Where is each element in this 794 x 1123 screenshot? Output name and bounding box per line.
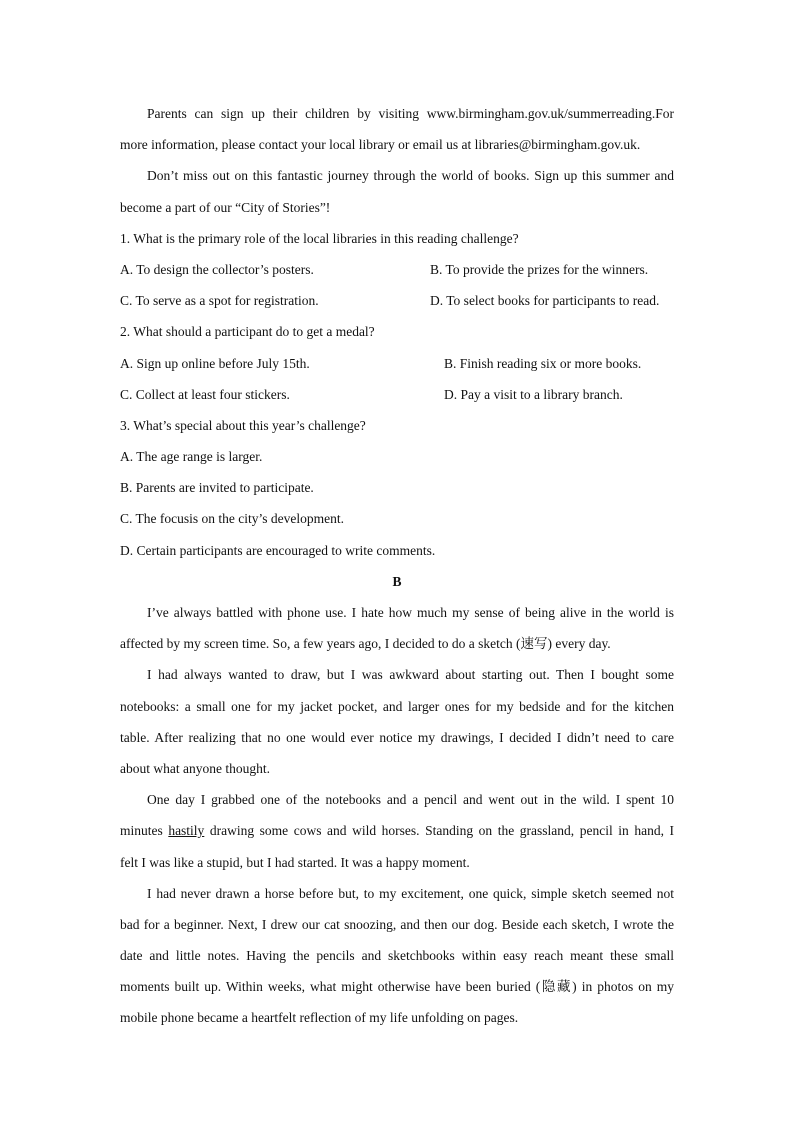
underlined-word: hastily bbox=[168, 823, 205, 839]
question-2-option-d: D. Pay a visit to a library branch. bbox=[444, 386, 623, 402]
paragraph-line: Don’t miss out on this fantastic journey through the world of books. Sign up this summer and bbox=[147, 168, 674, 184]
paragraph-line: I had never drawn a horse before but, to my excitement, one quick, simple sketch seemed not bbox=[147, 885, 674, 901]
question-2-options-row-1 bbox=[120, 348, 674, 379]
question-3-stem: 3. What’s special about this year’s challenge? bbox=[120, 417, 366, 433]
question-1-option-b: B. To provide the prizes for the winners. bbox=[430, 261, 649, 277]
paragraph-line: table. After realizing that no one would ever notice my drawings, I decided I didn’t need to care bbox=[120, 729, 674, 745]
paragraph-line: about what anyone thought. bbox=[120, 760, 270, 776]
question-2-option-b: B. Finish reading six or more books. bbox=[444, 355, 642, 371]
question-1-option-c: C. To serve as a spot for registration. bbox=[120, 293, 319, 309]
question-2-option-c: C. Collect at least four stickers. bbox=[120, 386, 290, 402]
question-2-options-row-2 bbox=[120, 379, 674, 410]
question-1-options-row-2 bbox=[120, 285, 674, 316]
paragraph-line: more information, please contact your local library or email us at libraries@birmingham.gov.uk. bbox=[120, 137, 641, 153]
paragraph-line bbox=[120, 815, 674, 846]
question-1-option-a: A. To design the collector’s posters. bbox=[120, 261, 314, 277]
section-heading: B bbox=[392, 573, 402, 589]
paragraph-line: I had always wanted to draw, but I was awkward about starting out. Then I bought some bbox=[147, 667, 674, 683]
paragraph-line: notebooks: a small one for my jacket pocket, and larger ones for my bedside and for the kitchen bbox=[120, 698, 674, 714]
paragraph-line: mobile phone became a heartfelt reflection of my life unfolding on pages. bbox=[120, 1010, 519, 1026]
text-run: drawing some cows and wild horses. Standing on the grassland, pencil in hand, I bbox=[204, 823, 674, 839]
paragraph-line: I’ve always battled with phone use. I hate how much my sense of being alive in the world is bbox=[147, 605, 674, 620]
question-3-option-a: A. The age range is larger. bbox=[120, 449, 263, 465]
question-2-option-a: A. Sign up online before July 15th. bbox=[120, 355, 310, 371]
question-1-option-d: D. To select books for participants to read. bbox=[430, 293, 660, 309]
document-page bbox=[120, 98, 674, 1034]
paragraph-line: Parents can sign up their children by visiting www.birmingham.gov.uk/summerreading.For bbox=[147, 106, 674, 121]
question-3-option-b: B. Parents are invited to participate. bbox=[120, 480, 314, 496]
paragraph-line: One day I grabbed one of the notebooks and a pencil and went out in the wild. I spent 10 bbox=[147, 792, 674, 808]
paragraph-line: affected by my screen time. So, a few years ago, I decided to do a sketch (速写) every day. bbox=[120, 636, 611, 652]
question-1-stem: 1. What is the primary role of the local libraries in this reading challenge? bbox=[120, 230, 519, 246]
paragraph-line: bad for a beginner. Next, I drew our cat snoozing, and then our dog. Beside each sketch, I wrote the bbox=[120, 916, 674, 932]
text-run: minutes bbox=[120, 823, 169, 839]
paragraph-line: become a part of our “City of Stories”! bbox=[120, 199, 331, 215]
question-2-stem: 2. What should a participant do to get a medal? bbox=[120, 324, 375, 340]
question-3-option-c: C. The focusis on the city’s development. bbox=[120, 511, 344, 527]
paragraph-line: felt I was like a stupid, but I had started. It was a happy moment. bbox=[120, 854, 470, 870]
paragraph-line: date and little notes. Having the pencils and sketchbooks within easy reach meant these small bbox=[120, 948, 674, 964]
paragraph-line: moments built up. Within weeks, what might otherwise have been buried (隐藏) in photos on my bbox=[120, 979, 674, 995]
question-3-option-d: D. Certain participants are encouraged to write comments. bbox=[120, 542, 436, 558]
question-1-options-row-1 bbox=[120, 254, 674, 285]
